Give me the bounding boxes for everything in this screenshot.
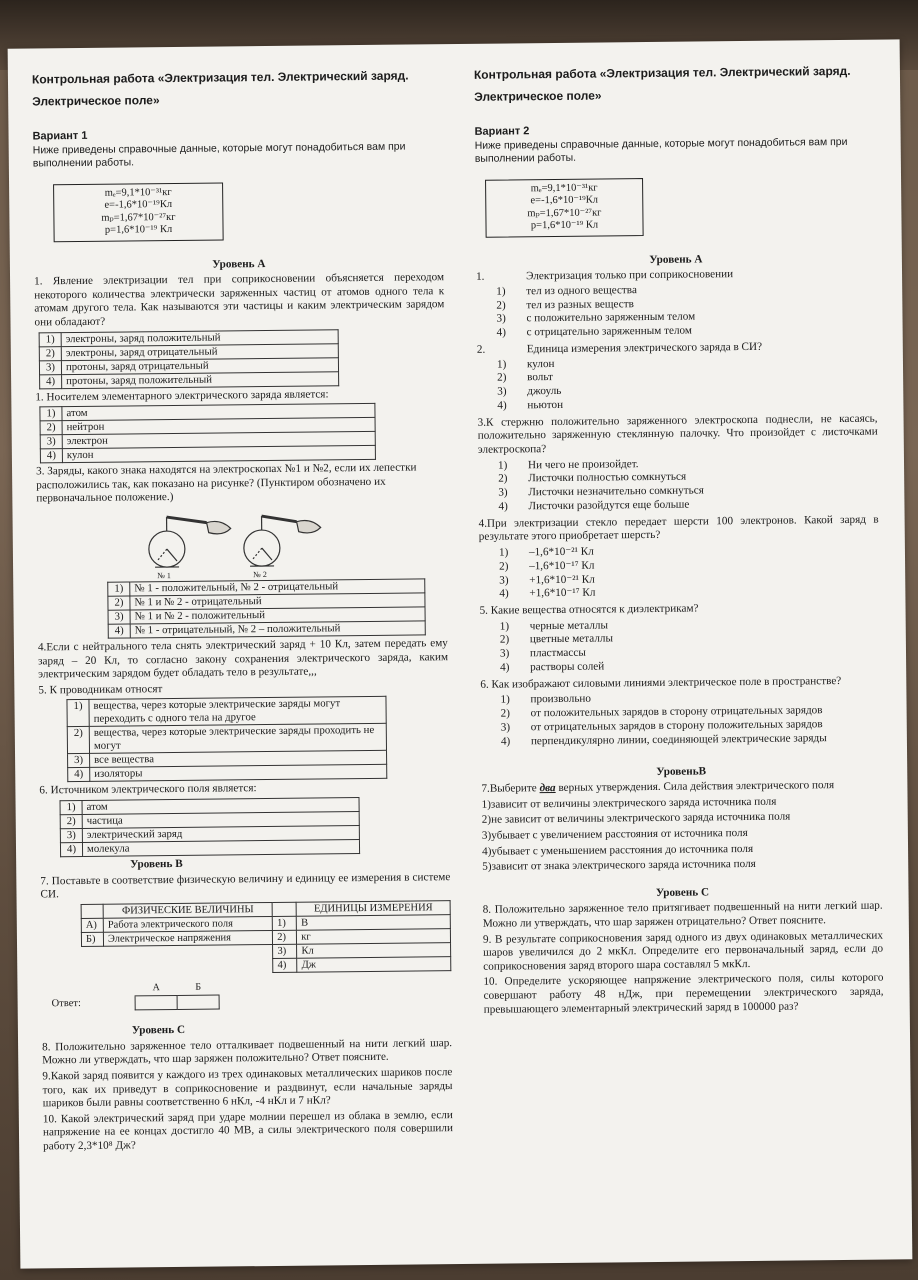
question-2-options [39, 403, 376, 464]
answer-col-b: Б [177, 979, 219, 995]
constants-box [53, 182, 224, 242]
option-item[interactable] [497, 396, 877, 414]
option-text: тел из разных веществ [526, 297, 634, 311]
matching-number: 2) [273, 930, 297, 944]
option-text: цветные металлы [529, 632, 614, 646]
question-8: 8. Положительно заряженное тело отталкивает подвешенный на нити легкий шар. Можно ли утверждать, что шар заряжен положительно? Ответ поясните. [42, 1036, 453, 1067]
option-number: 1) [500, 693, 510, 707]
question-10: 10. Определите ускоряющее напряжение электрического поля, силы которого совершают работу 48 нДж, при перемещении электрического заряда, превышающего элементарный электрический заряд в 100000 раз? [483, 971, 884, 1016]
electroscope-2 [244, 515, 322, 566]
option-number: 3) [39, 360, 61, 374]
option-text: от отрицательных зарядов в сторону положительных зарядов [530, 718, 823, 734]
option-text: Листочки полностью сомкнуться [528, 470, 687, 485]
matching-number: 4) [273, 958, 297, 972]
option-number: 1) [60, 800, 82, 814]
option-text: джоуль [527, 385, 562, 398]
option-number: 2) [499, 633, 510, 647]
option-text: перпендикулярно линии, соединяющей электрические заряды [530, 732, 827, 748]
option-text: вещества, через которые электрические заряды могут переходить с одного тела на другое [89, 697, 386, 727]
intro-text: Ниже приведены справочные данные, которые могут понадобиться вам при выполнении работы. [474, 135, 848, 165]
option-row[interactable] [40, 371, 339, 388]
question-7-suffix: верных утверждения. Сила действия электрического поля [555, 779, 835, 795]
matching-quantity: Электрическое напряжения [103, 930, 272, 946]
question-1: 1. Явление электризации тел при соприкосновении объясняется переходом некоторого количества электрически заряженных частиц от атомов одного тела к атомам другого тела. Как называются эти частицы и каким электрическим зарядом они обладают? [34, 271, 445, 329]
option-text: черные металлы [529, 619, 609, 632]
option-number: 1) [108, 582, 130, 596]
option-number: 1) [39, 332, 61, 346]
question-6: 6. Как изображают силовыми линиями электрическое поле в пространстве? [480, 674, 842, 691]
matching-unit: Кл [297, 942, 451, 958]
option-number: 2) [39, 346, 61, 360]
answer-col-a: А [135, 980, 177, 996]
option-text: молекула [82, 839, 359, 856]
option-row[interactable] [67, 697, 386, 727]
option-text: +1,6*10⁻¹⁷ Кл [529, 586, 596, 600]
statement-item[interactable]: 1)зависит от величины электрического заряда источника поля [481, 795, 777, 811]
option-number: 1) [496, 285, 506, 298]
matching-table [81, 900, 452, 975]
option-text: атом [62, 404, 375, 421]
matching-letter: А) [81, 918, 103, 932]
question-7-prefix: 7.Выберите [481, 782, 540, 796]
matching-number: 3) [273, 944, 297, 958]
question-7 [481, 779, 881, 797]
option-text: № 1 - отрицательный, № 2 – положительный [130, 621, 425, 638]
option-text: тел из одного вещества [526, 283, 637, 298]
test-title: Контрольная работа «Электризация тел. Электрический заряд. Электрическое поле» [473, 63, 851, 104]
level-c-heading: Уровень С [131, 1024, 186, 1037]
option-number: 4) [498, 500, 508, 513]
option-number: 2) [498, 472, 508, 485]
constant-electron-mass: mₑ=9,1*10⁻³¹кг [104, 186, 172, 199]
variant-label: Вариант 1 [32, 129, 88, 143]
option-text: с отрицательно заряженным телом [526, 324, 693, 339]
option-item[interactable] [501, 731, 881, 749]
question-5-options [500, 616, 881, 675]
option-number: 2) [60, 814, 82, 828]
constant-proton-mass: mₚ=1,67*10⁻²⁷кг [101, 211, 176, 224]
option-number: 3) [108, 610, 130, 624]
question-3-options [498, 455, 879, 514]
question-7-emphasis: два [539, 782, 556, 795]
option-number: 3) [60, 828, 82, 842]
question-3: 3. Заряды, какого знака находятся на электроскопах №1 и №2, если их лепестки расположились так, как показано на рисунке? (Пунктиром обозначено их первоначальное положение.) [36, 461, 417, 505]
question-4: 4.Если с нейтрального тела снять электрический заряд + 10 Кл, затем передать ему заряд – 20 Кл, то согласно закону сохранения электрического заряда, каким электрическим зарядом будет обладать тело в результате,,, [37, 637, 449, 681]
option-text: растворы солей [530, 660, 605, 674]
question-3: 3.К стержню положительно заряженного электроскопа поднесли, не касаясь, положительно заряженную стеклянную палочку. Что произойдет с листочками электроскопа? [477, 412, 878, 456]
question-number: 1. [475, 270, 485, 283]
option-number: 1) [40, 407, 62, 421]
option-number: 4) [60, 842, 82, 856]
question-number: 2. [476, 343, 486, 356]
statement-item[interactable]: 2)не зависит от величины электрического заряда источника поля [481, 810, 791, 827]
matching-cell [81, 904, 103, 918]
option-text: электрон [62, 432, 375, 449]
answer-table [135, 979, 220, 1010]
constant-proton-charge: p=1,6*10⁻¹⁹ Кл [104, 224, 173, 236]
option-text: частица [82, 811, 359, 828]
constants-box [485, 178, 644, 238]
question-6-options [500, 690, 881, 749]
variant-label: Вариант 2 [474, 125, 530, 138]
option-row[interactable] [108, 621, 425, 638]
option-text: электроны, заряд отрицательный [61, 343, 338, 360]
option-text: протоны, заряд отрицательный [61, 357, 338, 374]
statement-item[interactable]: 3)убывает с увеличением расстояния от источника поля [481, 827, 748, 842]
figure-label-1: № 1 [157, 570, 171, 581]
test-title: Контрольная работа «Электризация тел. Электрический заряд. Электрическое поле» [31, 68, 409, 109]
option-number: 2) [497, 371, 507, 384]
constant-electron-mass: mₑ=9,1*10⁻³¹кг [530, 182, 598, 194]
option-number: 3) [498, 486, 508, 499]
question-6-options [60, 797, 361, 857]
matching-quantity: Работа электрического поля [103, 916, 272, 932]
option-text: № 1 и № 2 - положительный [130, 607, 425, 624]
option-row[interactable] [67, 724, 386, 754]
answer-grid [51, 977, 451, 1012]
question-5: 5. К проводникам относят [38, 682, 163, 697]
variant-2-column [474, 60, 884, 1019]
option-text: –1,6*10⁻¹⁷ Кл [529, 559, 595, 572]
level-a-heading: Уровень А [212, 257, 266, 271]
question-4-options [499, 543, 880, 602]
constant-proton-mass: mₚ=1,67*10⁻²⁷кг [527, 207, 602, 219]
option-text: электроны, заряд положительный [61, 329, 338, 346]
option-number: 2) [67, 727, 89, 754]
option-number: 4) [68, 768, 90, 782]
statement-item[interactable]: 5)зависит от знака электрического заряда источника поля [482, 858, 756, 873]
option-number: 1) [496, 358, 507, 371]
matching-cell [272, 902, 296, 916]
option-text: кулон [526, 357, 555, 370]
level-a-heading: Уровень А [649, 253, 703, 266]
question-4: 4.При электризации стекло передает шерсти 100 электронов. Какой заряд в результате этого приобретает шерсть? [478, 513, 879, 544]
question-2: 1. Носителем элементарного электрического заряда является: [35, 387, 329, 403]
option-item[interactable] [498, 497, 878, 515]
option-text: с положительно заряженным телом [526, 310, 696, 325]
option-number: 4) [497, 399, 507, 412]
option-text: –1,6*10⁻²¹ Кл [528, 545, 594, 559]
matching-unit: В [297, 914, 451, 930]
option-number: 4) [108, 624, 130, 638]
matching-row [82, 956, 451, 974]
question-9: 9.Какой заряд появится у каждого из трех одинаковых металлических шариков после того, как их приведут в соприкосновение и раздвинут, если начальные заряды шариков были равны соответственно 6 нКл, -4 нКл и 7 нКл? [42, 1066, 453, 1110]
option-text: ньютон [527, 398, 564, 412]
option-text: Листочки разойдутся еще больше [528, 498, 690, 513]
option-row[interactable] [68, 765, 387, 782]
level-b-heading: УровеньВ [656, 765, 707, 778]
test-sheet [8, 39, 913, 1268]
option-number: 2) [500, 707, 511, 720]
question-8: 8. Положительно заряженное тело притягивает подвешенный на нити легкий шар. Можно ли утверждать, что шар заряжен отрицательно? Ответ поясните. [482, 899, 883, 930]
option-number: 4) [499, 587, 509, 600]
option-text: нейтрон [62, 418, 375, 435]
option-text: № 1 - положительный, № 2 - отрицательный [130, 579, 425, 596]
option-number: 1) [67, 700, 89, 727]
statement-item[interactable]: 4)убывает с уменьшением расстояния до источника поля [482, 842, 754, 858]
option-row[interactable] [40, 446, 375, 464]
electroscope-1 [149, 516, 232, 567]
option-number: 3) [496, 312, 506, 325]
option-number: 2) [499, 560, 509, 573]
question-1-options [496, 281, 877, 340]
option-number: 4) [496, 326, 507, 339]
option-number: 3) [68, 754, 90, 768]
figure-label-2: № 2 [253, 569, 267, 580]
option-number: 2) [108, 596, 130, 610]
option-row[interactable] [60, 839, 359, 856]
option-text: от положительных зарядов в сторону отрицательных зарядов [530, 704, 823, 720]
option-text: Ни чего не произойдет. [527, 457, 639, 471]
option-text: произвольно [530, 693, 592, 706]
matching-unit: кг [297, 928, 451, 944]
question-text: Электризация только при соприкосновении [525, 268, 734, 283]
option-text: +1,6*10⁻²¹ Кл [529, 573, 595, 586]
option-number: 4) [40, 449, 62, 463]
question-2-options [497, 354, 878, 413]
answer-cell-b[interactable] [177, 995, 219, 1009]
option-text: атом [82, 797, 359, 814]
level-c-heading: Уровень С [655, 886, 710, 899]
option-text: вещества, через которые электрические заряды проходить не могут [89, 724, 386, 754]
option-number: 3) [497, 385, 507, 398]
option-item[interactable] [499, 584, 879, 602]
question-6: 6. Источником электрического поля является: [39, 782, 257, 797]
option-number: 3) [499, 647, 510, 660]
option-text: изоляторы [90, 765, 387, 782]
question-10: 10. Какой электрический заряд при ударе молнии перешел из облака в землю, если напряжение на ее концах достигло 40 МВ, а силы электрического поля совершили работу 2,3*10⁸ Дж? [42, 1108, 454, 1153]
option-number: 4) [500, 661, 510, 674]
option-item[interactable] [497, 323, 877, 341]
answer-label: Ответ: [51, 997, 81, 1009]
constant-electron-charge: e=-1,6*10⁻¹⁹Кл [104, 199, 173, 211]
option-text: № 1 и № 2 - отрицательный [130, 593, 425, 610]
electroscopes-figure [136, 507, 327, 579]
question-1-options [39, 329, 340, 389]
option-number: 3) [40, 435, 62, 449]
matching-letter [82, 946, 104, 960]
option-text: вольт [527, 371, 553, 384]
option-text: электрический заряд [82, 825, 359, 842]
matching-quantity [104, 958, 273, 974]
option-text: кулон [62, 446, 375, 463]
level-b-heading: Уровень В [130, 857, 183, 871]
matching-number: 1) [273, 916, 297, 930]
option-number: 1) [498, 546, 509, 559]
option-number: 2) [496, 299, 506, 312]
constant-electron-charge: e=-1,6*10⁻¹⁹Кл [530, 194, 599, 207]
matching-letter [82, 960, 104, 974]
matching-letter: Б) [81, 932, 103, 946]
option-number: 1) [497, 459, 508, 472]
option-text: протоны, заряд положительный [62, 371, 339, 388]
constant-proton-charge: p=1,6*10⁻¹⁹ Кл [530, 219, 599, 232]
option-text: Листочки незначительно сомкнуться [528, 484, 704, 499]
option-item[interactable] [500, 658, 880, 676]
option-text: пластмассы [529, 646, 586, 660]
intro-text: Ниже приведены справочные данные, которые могут понадобиться вам при выполнении работы. [32, 140, 406, 170]
variant-1-column [32, 64, 453, 1156]
option-number: 4) [40, 374, 62, 388]
question-text: Единица измерения электрического заряда в СИ? [526, 340, 763, 356]
option-number: 3) [500, 721, 511, 734]
option-number: 3) [499, 573, 509, 587]
question-9: 9. В результате соприкосновения заряд одного из двух одинаковых металлических шаров увеличился до 2 мкКл. Определите его первоначальный заряд, если до соприкосновения заряд второго шара составлял 5 мкКл. [482, 929, 884, 973]
option-text: все вещества [90, 751, 387, 768]
question-5: 5. Какие вещества относятся к диэлектрикам? [479, 602, 699, 617]
question-3-options [107, 578, 426, 638]
option-number: 2) [40, 421, 62, 435]
option-number: 4) [500, 735, 511, 748]
question-7: 7. Поставьте в соответствие физическую величину и единицу ее измерения в системе СИ. [40, 870, 451, 901]
answer-cell-a[interactable] [135, 996, 177, 1010]
question-7-statements [482, 794, 883, 874]
matching-header-units: ЕДИНИЦЫ ИЗМЕРЕНИЯ [296, 900, 450, 916]
question-5-options [66, 696, 387, 782]
option-number: 1) [499, 620, 510, 633]
matching-unit: Дж [297, 956, 451, 972]
matching-header-quantities: ФИЗИЧЕСКИЕ ВЕЛИЧИНЫ [103, 902, 272, 918]
